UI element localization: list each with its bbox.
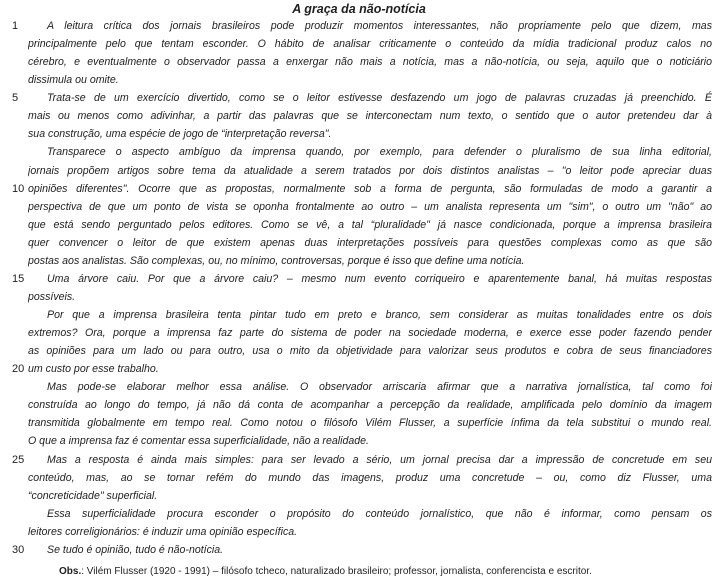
text-line	[0, 288, 718, 306]
line-text: “concreticidade" superficial.	[28, 489, 158, 502]
line-text: perspectiva de que um ponto de vista se oponha frontalmente ao outro – um analista representa um "sim", o outro um "não" ao	[28, 200, 712, 213]
line-text: construída ao longo do tempo, já não dá conta de acompanhar a percepção da realidade, amplificada pelo domínio da imagem	[28, 399, 712, 412]
line-text: sua construção, uma espécie de jogo de “interpretação reversa".	[28, 128, 332, 141]
line-text: mais ou menos como adivinhar, a partir das palavras que se interconectam num texto, o sentido que o autor pretendeu dar à	[28, 110, 712, 123]
text-line	[0, 17, 718, 35]
text-line	[0, 252, 718, 270]
text-line	[0, 180, 718, 198]
text-line	[0, 234, 718, 252]
text-line	[0, 342, 718, 360]
text-line	[0, 125, 718, 143]
line-text: leitores correligionários: é induzir uma opinião específica.	[28, 525, 298, 538]
line-number: 25	[12, 453, 25, 466]
text-line	[0, 71, 718, 89]
text-line	[0, 270, 718, 288]
line-text: conteúdo, mas, ao se tornar refém do mundo das imagens, produz uma concretude – ou, como diz Flusser, uma	[28, 471, 712, 484]
text-line	[0, 396, 718, 414]
document-title: A graça da não-notícia	[292, 2, 426, 16]
text-line	[0, 216, 718, 234]
text-line	[0, 541, 718, 559]
line-text: dissimula ou omite.	[28, 74, 119, 87]
footnote	[59, 566, 592, 578]
line-number: 30	[12, 543, 25, 556]
text-line	[0, 143, 718, 161]
text-line	[0, 414, 718, 432]
line-text: um custo por esse trabalho.	[28, 363, 159, 376]
line-text: opiniões diferentes". Ocorre que as propostas, normalmente sob a forma de pergunta, são formuladas de modo a garantir a	[28, 182, 712, 195]
text-line	[0, 523, 718, 541]
text-lines	[0, 17, 718, 559]
text-line	[0, 378, 718, 396]
text-line	[0, 107, 718, 125]
line-text: Por que a imprensa brasileira tenta pintar tudo em preto e branco, sem considerar as muitas tonalidades entre os dois	[47, 309, 712, 321]
line-text: quer convencer o leitor de que existem apenas duas interpretações possíveis para questões complexas como as que são	[28, 236, 712, 249]
line-text: jornais propõem artigos sobre tema da atualidade a serem tratados por dois distintos analistas – "o leitor pode apreciar duas	[28, 164, 712, 177]
line-text: Uma árvore caiu. Por que a árvore caiu? – mesmo num evento corriqueiro e aparentemente banal, há muitas respostas	[47, 272, 712, 285]
text-line	[0, 89, 718, 107]
text-line	[0, 198, 718, 216]
line-text: principalmente pelo que tentam esconder. O hábito de analisar criticamente o conteúdo da mídia tradicional produz calos no	[28, 38, 712, 51]
text-line	[0, 162, 718, 180]
text-line	[0, 53, 718, 71]
line-text: Se tudo é opinião, tudo é não-notícia.	[47, 543, 224, 556]
text-line	[0, 306, 718, 324]
line-number: 1	[12, 20, 19, 32]
line-text: Transparece o aspecto ambíguo da imprensa quando, por exemplo, para defender o pluralismo de sua linha editorial,	[47, 146, 712, 159]
text-line	[0, 324, 718, 342]
line-text: extremos? Ora, porque a imprensa faz parte do sistema de poder na sociedade moderna, e exerce esse poder fazendo pender	[28, 327, 712, 340]
line-text: possíveis.	[28, 290, 76, 303]
line-number: 15	[12, 272, 25, 285]
line-text: O que a imprensa faz é comentar essa superficialidade, não a realidade.	[28, 435, 369, 448]
text-line	[0, 451, 718, 469]
text-line	[0, 469, 718, 487]
text-line	[0, 505, 718, 523]
line-number: 20	[12, 363, 25, 376]
line-text: Mas a resposta é ainda mais simples: para ser levado a sério, um jornal precisa dar a impressão de concretude em seu	[47, 453, 712, 466]
line-number: 5	[12, 92, 19, 105]
line-text: A leitura crítica dos jornais brasileiros pode produzir momentos interessantes, não propriamente pelo que dizem, mas	[47, 20, 712, 32]
line-number: 10	[12, 182, 25, 195]
line-text: Mas pode-se elaborar melhor essa análise. O observador arriscaria afirmar que a narrativa jornalística, tal como foi	[47, 381, 712, 394]
line-text: que está sendo perguntado pelos editores. Como se vê, a tal “pluralidade" já nasce condicionada, porque a imprensa brasileira	[28, 218, 712, 231]
text-line	[0, 487, 718, 505]
line-text: transmitida globalmente em tempo real. Como notou o filósofo Vilém Flusser, a superfície ínfima da tela substitui o mundo real.	[28, 417, 712, 430]
text-line	[0, 360, 718, 378]
text-line	[0, 35, 718, 53]
line-text: cérebro, e eventualmente o observador passa a enxergar não mais a notícia, mas a não-notícia, ou seja, aquilo que o noticiário	[28, 56, 712, 69]
line-text: Essa superficialidade procura esconder o propósito do conteúdo jornalístico, que não é informar, como pensam os	[47, 507, 712, 520]
footnote-label: Obs.	[59, 566, 82, 577]
footnote-text: : Vilém Flusser (1920 - 1991) – filósofo tcheco, naturalizado brasileiro; professor, jornalista, conferencista e escritor.	[81, 566, 592, 577]
line-text: Trata-se de um exercício divertido, como se o leitor estivesse desfazendo um jogo de palavras cruzadas já preenchido. É	[47, 92, 712, 105]
line-text: postas aos analistas. São complexas, ou, no mínimo, controversas, porque é isso que define uma notícia.	[28, 254, 525, 267]
text-line	[0, 432, 718, 450]
line-text: as opiniões para um lado ou para outro, usa o mito da objetividade para valorizar seus produtos e cobra de seus financiadores	[28, 345, 712, 358]
